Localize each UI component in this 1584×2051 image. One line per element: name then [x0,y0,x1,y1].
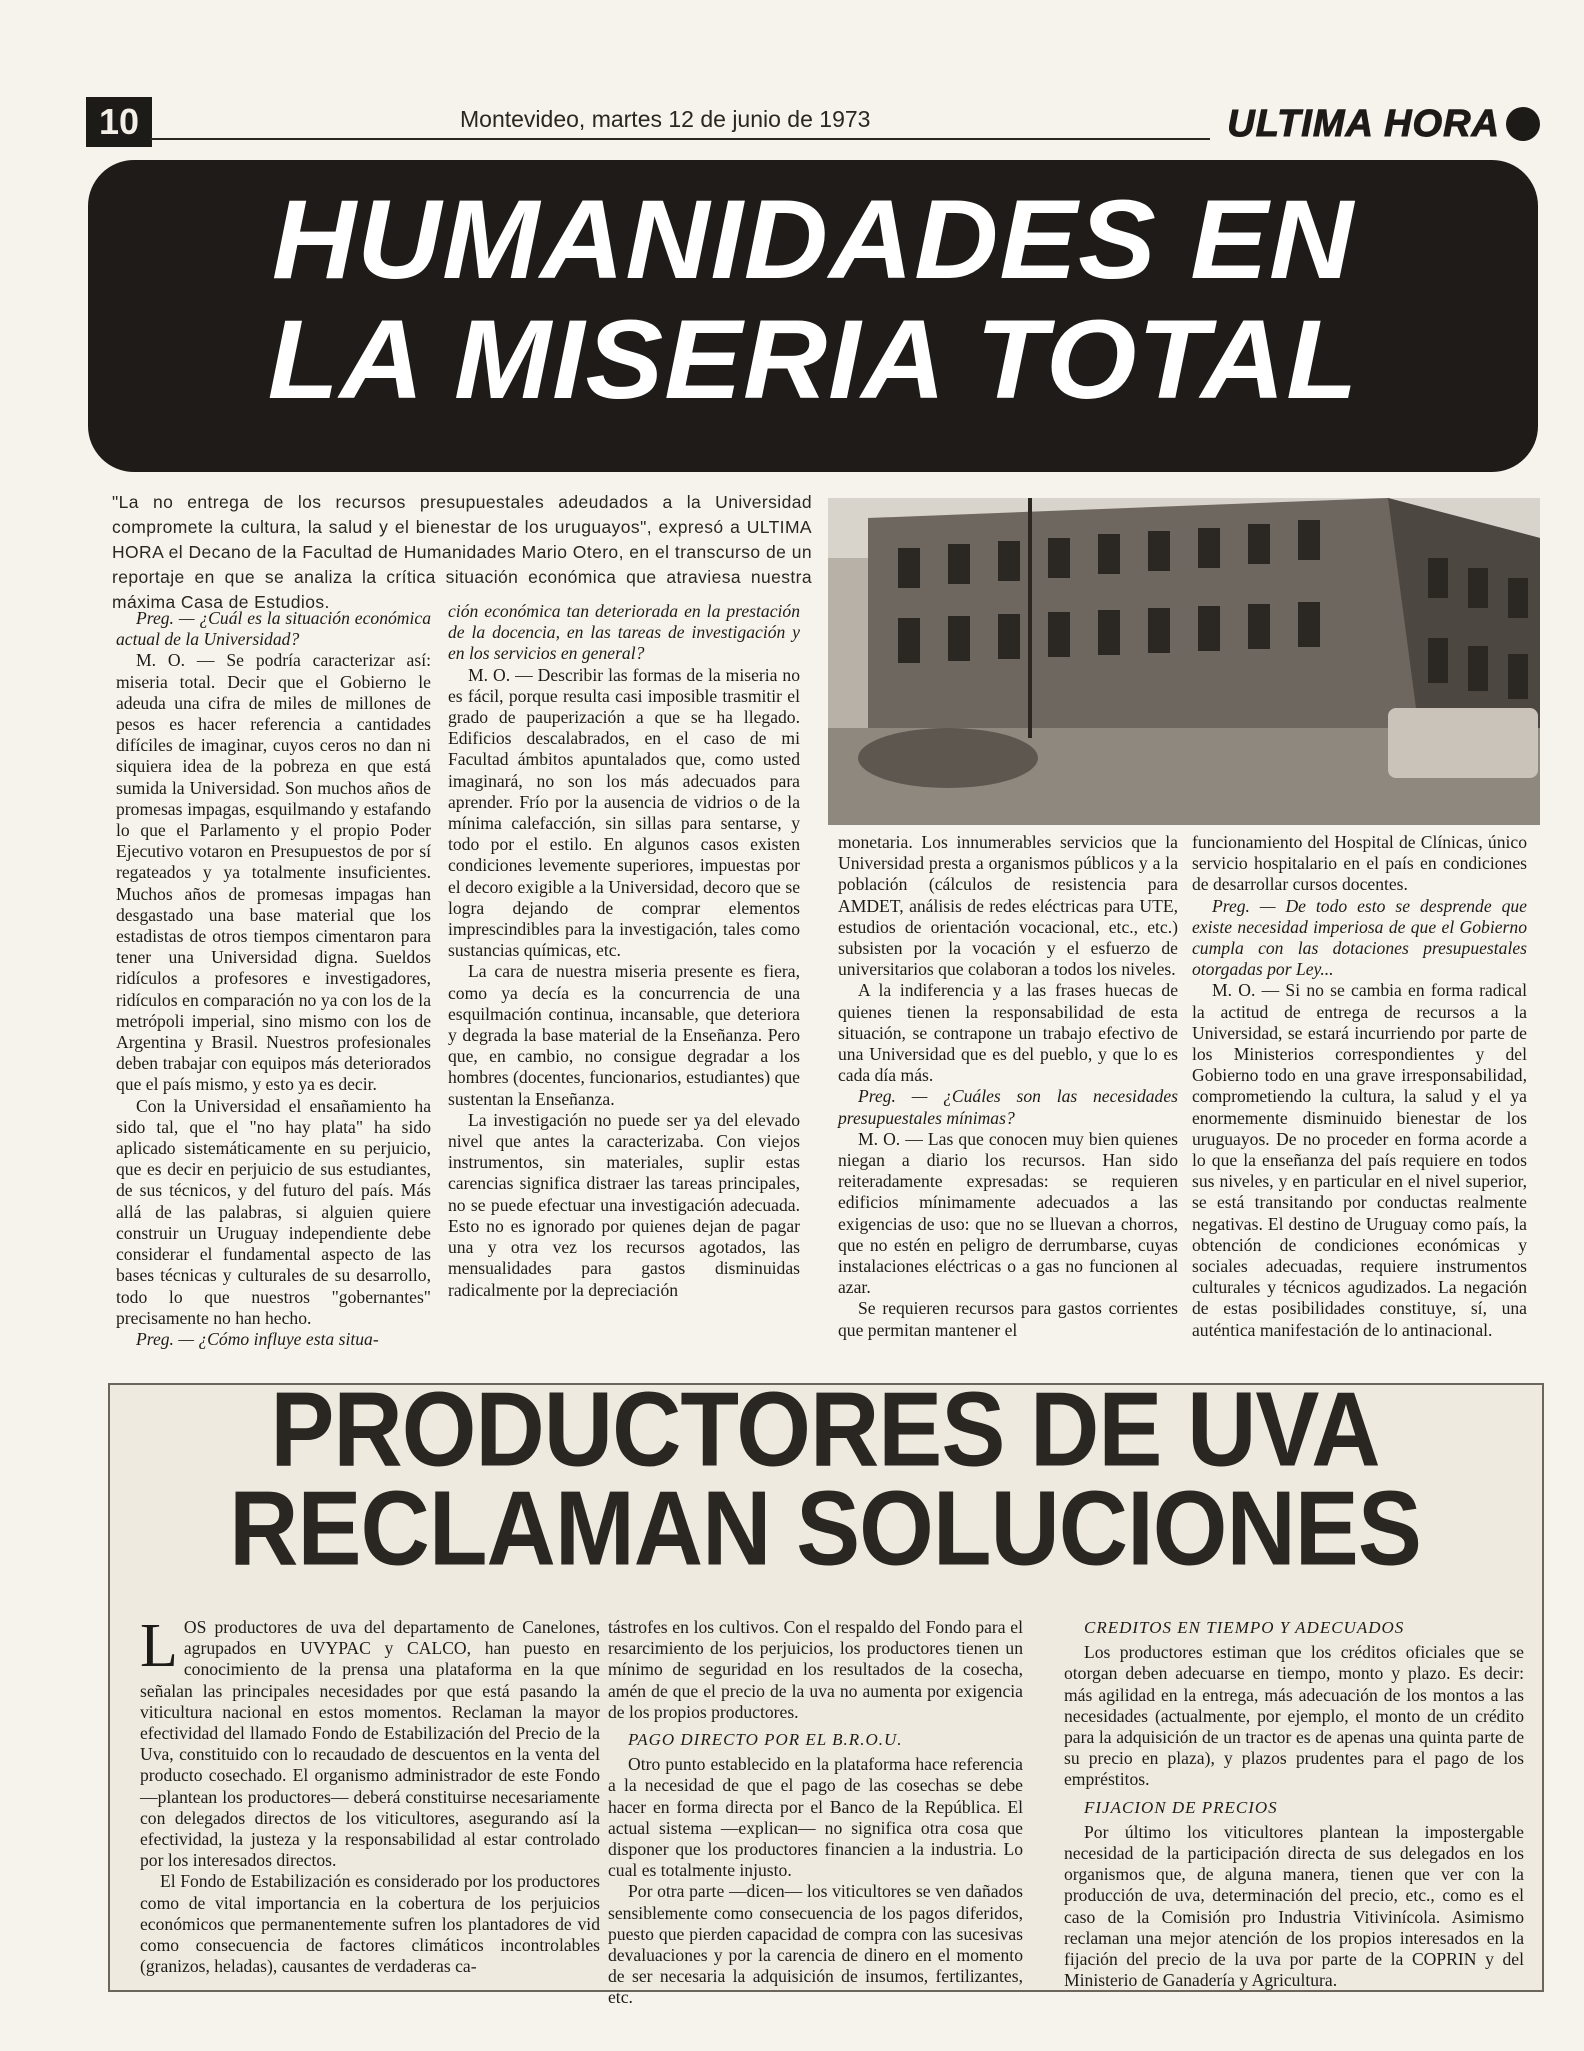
paragraph: La investigación no puede ser ya del elevado nivel que antes la caracterizaba. Con viejos instrumentos, sin materiales, suplir estas carencias significa distraer las tareas principales, no se puede efectuar una investigación adecuada. Esto no es ignorado por quienes dejan de pagar una y otra vez los recursos agotados, las mensualidades para gastos disminuidas radicalmente por la depreciación [448,1109,800,1300]
article2-headline [115,1371,1535,1588]
subhead-pago-directo: PAGO DIRECTO POR EL B.R.O.U. [628,1730,903,1750]
newspaper-logo [1140,100,1540,148]
paragraph: Con la Universidad el ensañamiento ha sido tal, que el "no hay plata" ha sido aplicado sistemáticamente en su perjuicio, que es decir en perjuicio de sus estudiantes, de sus técnicos, y del futuro del país. Más allá de las palabras, si alguien quiere construir un Uruguay independiente debe considerar el fundamental aspecto de las bases técnicas y culturales de su desarrollo, todo lo que nuestros "gobernantes" precisamente no han hecho. [116,1095,431,1328]
article2-headline-line-2: RECLAMAN SOLUCIONES [229,1470,1421,1588]
paragraph: funcionamiento del Hospital de Clínicas, único servicio hospitalario en el país en condiciones de desarrollar cursos docentes. [1192,832,1527,895]
article2-paragraph-6: Los productores estiman que los créditos oficiales que se otorgan deben adecuarse en tiempo, monto y plazo. Es decir: más agilidad en la entrega, más adecuación de los montos a las necesidades (actualmente, por ejemplo, el monto de un crédito para la adquisición de un tractor es de apenas una quinta parte de su precio en plaza), y plazos prudentes para el pago de los empréstitos. [1064,1642,1524,1790]
article1-column-1 [116,608,431,1350]
article2-headline-line-1: PRODUCTORES DE UVA [270,1371,1380,1489]
paragraph: A la indiferencia y a las frases huecas de quienes tienen la responsabilidad de esta situación, se contrapone un trabajo efectivo de una Universidad que es del pueblo, y que lo es cada día más. [838,980,1178,1086]
headline-line-2: LA MISERIA TOTAL [267,297,1359,422]
question-paragraph: ción económica tan deteriorada en la prestación de la docencia, en las tareas de investigación y en los servicios en general? [448,601,800,664]
article1-column-4 [1192,832,1527,1341]
university-building-photo [828,498,1540,825]
article2-column-1 [140,1612,600,1977]
headline [59,177,1567,422]
question-paragraph: Preg. — De todo esto se desprende que existe necesidad imperiosa de que el Gobierno cumpla con las dotaciones presupuestales otorgadas por Ley... [1192,895,1527,980]
article1-column-3 [838,832,1178,1341]
article2-column-2 [608,1617,1023,2009]
article2-paragraph-2: El Fondo de Estabilización es considerado por los productores como de vital importancia en la cobertura de los perjuicios económicos que permanentemente sufren los plantadores de vid como consecuencia de factores climáticos incontrolables (granizos, heladas), causantes de verdaderas ca- [140,1871,600,1977]
horse-emblem-icon [1506,107,1540,141]
article-intro: "La no entrega de los recursos presupuestales adeudados a la Universidad compromete la cultura, la salud y el bienestar de los uruguayos", expresó a ULTIMA HORA el Decano de la Facultad de Humanidades Mario Otero, en el transcurso de un reportaje en que se analiza la crítica situación económica que atraviesa nuestra máxima Casa de Estudios. [112,492,812,612]
page-number: 10 [86,97,152,147]
question-paragraph: Preg. — ¿Cómo influye esta situa- [136,1328,379,1349]
article2-paragraph-7: Por último los viticultores plantean la impostergable necesidad de la participación directa de sus delegados en los organismos que, de alguna manera, tienen que ver con la producción de uva, determinación del precio, etc., como es el caso de la Comisión pro Industria Vitivinícola. Asimismo reclaman una mejor atención de los propios interesados en la fijación del precio de la uva por parte de la COPRIN y del Ministerio de Ganadería y Agricultura. [1064,1821,1524,1991]
article1-column-2 [448,601,800,1301]
header-rule [150,138,1210,140]
paragraph: Se requieren recursos para gastos corrientes que permitan mantener el [838,1298,1178,1340]
paragraph: monetaria. Los innumerables servicios que la Universidad presta a organismos públicos y a la población (cálculos de resistencia para AMDET, análisis de redes eléctricas para UTE, estudios de orientación vocacional, etc., etc.) subsisten por la vocación y el esfuerzo de universitarios que colaboran a todos los niveles. [838,832,1178,980]
article2-paragraph-1: OS productores de uva del departamento de Canelones, agrupados en UVYPAC y CALCO, han puesto en conocimiento de la prensa una plataforma en la que señalan las principales necesidades por que está pasando la viticultura nacional en estos momentos. Reclaman la mayor efectividad del llamado Fondo de Estabilización del Precio de la Uva, constituido con lo recaudado de descuentos en la venta del producto cosechado. El organismo administrador de este Fondo —plantean los productores— deberá constituirse necesariamente con delegados directos de los viticultores, asegurando así la efectividad, la justeza y la responsabilidad al estar controlado por los interesados directos. [140,1617,600,1871]
subhead-fijacion: FIJACION DE PRECIOS [1084,1797,1278,1817]
paragraph: M. O. — Describir las formas de la miseria no es fácil, porque resulta casi imposible trasmitir el grado de pauperización a que se ha llegado. Edificios descalabrados, en el caso de mi Facultad ámbitos apuntalados que, como usted imaginará, no son los más adecuados para aprender. Frío por la ausencia de vidrios o de la mínima calefacción, sin sillas para sentarse, y todo por el estilo. En algunos casos existen condiciones levemente superiores, impuestas por el decoro exigible a la Universidad, decoro que se logra dejando de comprar elementos imprescindibles para la investigación, tales como sustancias químicas, etc. [448,664,800,961]
headline-banner [88,160,1538,472]
article2-paragraph-5: Por otra parte —dicen— los viticultores se ven dañados sensiblemente como consecuencia de los pagos diferidos, puesto que pierden capacidad de compra con las sucesivas devaluaciones y por la carencia de dinero en el momento de ser necesaria la adquisición de insumos, fertilizantes, etc. [608,1881,1023,2008]
logo-text: ULTIMA HORA [1227,102,1500,145]
dateline: Montevideo, martes 12 de junio de 1973 [460,106,871,132]
paragraph: M. O. — Se podría caracterizar así: miseria total. Decir que el Gobierno le adeuda una cifra de miles de millones de pesos es hacer referencia a cantidades difíciles de imaginar, cuyos ceros no dan ni siquiera idea de la pobreza en que está sumida la Universidad. Son muchos años de promesas impagas, esquilmando y estafando lo que el Parlamento y el propio Poder Ejecutivo votaron en Presupuestos de por sí regateados y ya totalmente insuficientes. Muchos años de promesas impagas han desgastado una base material que los estadistas de otros tiempos cimentaron para tener una Universidad digna. Sueldos ridículos a profesores e investigadores, ridículos en comparación no ya con los de la metrópoli imperial, sino mismo con los de Argentina y Brasil. Nuestros profesionales deben trabajar con equipos más deteriorados que el país mismo, y esto ya es decir. [116,650,431,1095]
paragraph: M. O. — Las que conocen muy bien quienes niegan a diario los recursos. Han sido reiteradamente expresadas: se requieren edificios mínimamente adecuados a las exigencias de uso: que no se lluevan a chorros, que no estén en peligro de derrumbarse, cuyas instalaciones eléctricas o a gas no funcionen al azar. [838,1128,1178,1298]
paragraph: La cara de nuestra miseria presente es fiera, como ya decía es la concurrencia de una esquilmación continua, incansable, que deteriora y degrada la base material de la Enseñanza. Pero que, en cambio, no consigue degradar a los hombres (docentes, funcionarios, estudiantes) que sustentan la Enseñanza. [448,961,800,1109]
subhead-creditos: CREDITOS EN TIEMPO Y ADECUADOS [1084,1618,1405,1637]
article2-paragraph-3: tástrofes en los cultivos. Con el respaldo del Fondo para el resarcimiento de los perjuicios, los productores tienen un mínimo de seguridad en los resultados de la cosecha, amén de que el precio de la uva no aumenta por exigencia de los propios productores. [608,1617,1023,1722]
question-paragraph: Preg. — ¿Cuáles son las necesidades presupuestales mínimas? [838,1086,1178,1128]
article2-paragraph-4: Otro punto establecido en la plataforma hace referencia a la necesidad de que el pago de las cosechas se debe hacer en forma directa por el Banco de la República. El actual sistema —explican— no significa otra cosa que disponer que los productores financien a la industria. Lo cual es totalmente injusto. [608,1754,1023,1881]
headline-line-1: HUMANIDADES EN [271,177,1355,302]
question-paragraph: Preg. — ¿Cuál es la situación económica actual de la Universidad? [116,608,431,650]
article2-column-3 [1064,1617,1524,1991]
paragraph: M. O. — Si no se cambia en forma radical la actitud de entrega de recursos a la Universidad, se estará incurriendo por parte de los Ministerios correspondientes y del Gobierno todo en una grave irresponsabilidad, comprometiendo la cultura, la salud y el ya enormemente disminuido bienestar de los uruguayos. De no proceder en forma acorde a lo que la enseñanza del país requiere en todos sus niveles, y en particular en el nivel superior, se está transitando por conductas realmente negativas. El destino de Uruguay como país, la obtención de condiciones económicas y sociales adecuadas, requiere instrumentos culturales y técnicos agudizados. La negación de estas posibilidades constituye, sí, una auténtica manifestación de lo antinacional. [1192,980,1527,1340]
dropcap: L [140,1612,178,1680]
